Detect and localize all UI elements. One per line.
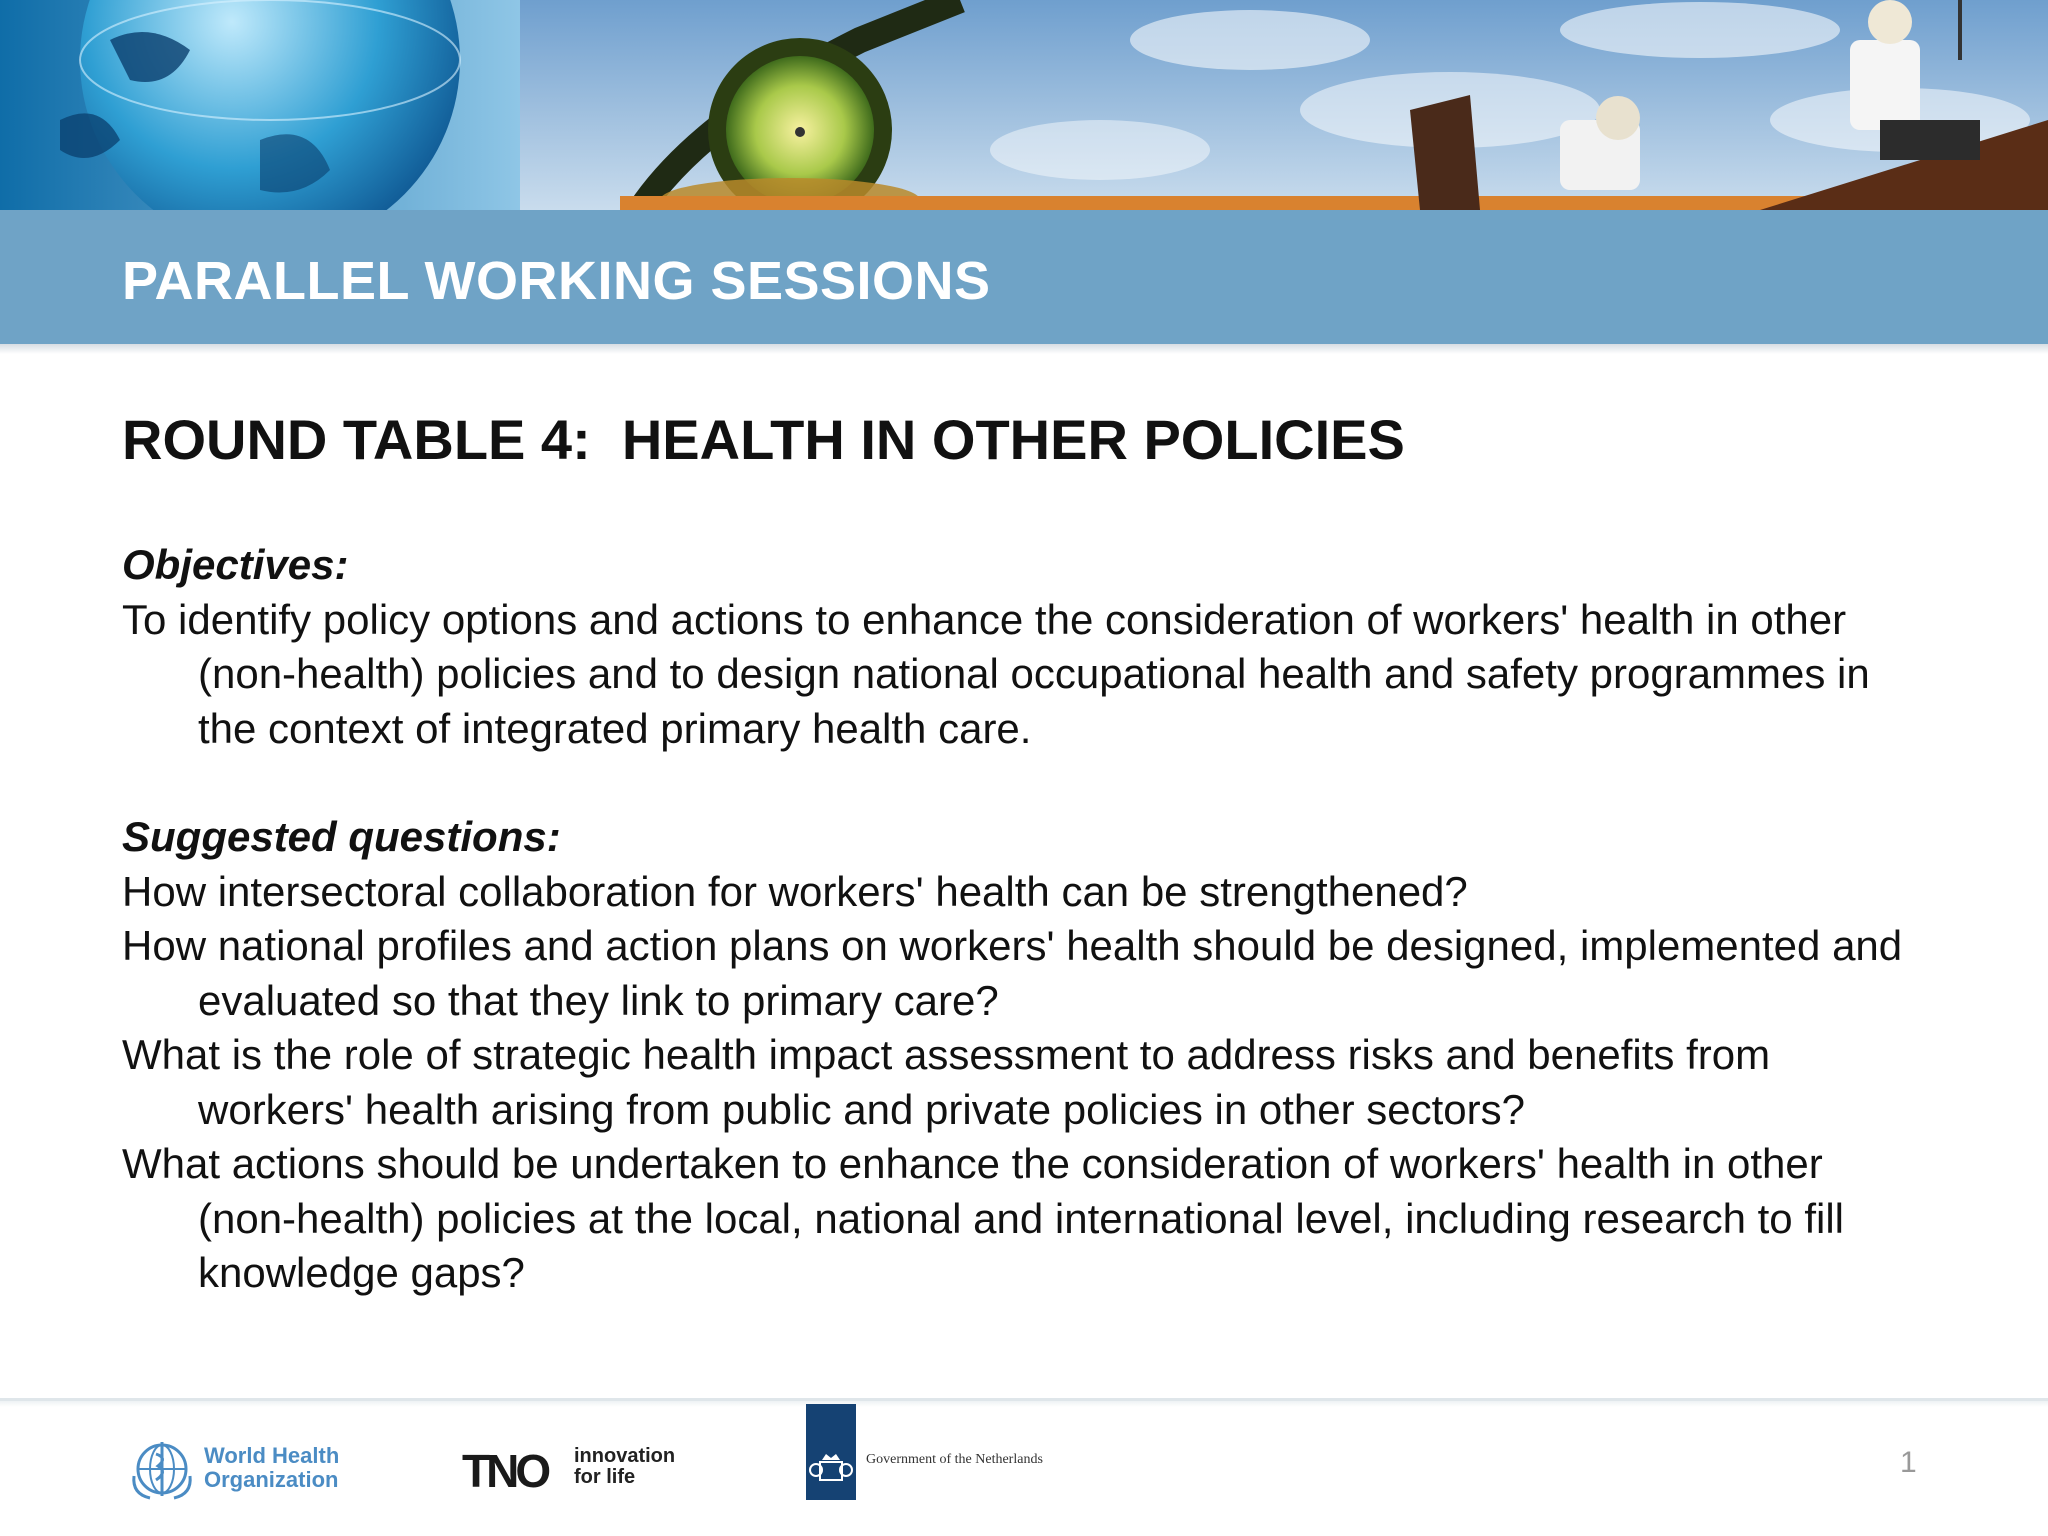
slide-content — [122, 400, 1922, 1301]
round-table-heading: ROUND TABLE 4: HEALTH IN OTHER POLICIES — [122, 408, 1405, 471]
who-emblem-icon — [128, 1436, 196, 1502]
questions-label: Suggested questions: — [122, 813, 561, 860]
tno-tagline — [574, 1446, 675, 1488]
netherlands-government-logo — [806, 1404, 1106, 1504]
title-bar — [0, 210, 2048, 344]
question-item: How national profiles and action plans on workers' health should be designed, implemented and evaluated so that they link to primary care? — [122, 922, 1903, 1024]
who-logo — [128, 1436, 358, 1506]
tno-logo — [462, 1440, 692, 1500]
tno-tagline-line1: innovation — [574, 1445, 676, 1467]
dutch-coat-of-arms-icon — [806, 1404, 856, 1500]
question-item: How intersectoral collaboration for workers' health can be strengthened? — [122, 867, 1468, 915]
tno-tagline-line2: for life — [574, 1466, 636, 1488]
gov-ribbon — [806, 1404, 856, 1500]
spacer — [122, 480, 1922, 538]
banner-collage — [0, 0, 2048, 210]
question-item: What actions should be undertaken to enhance the consideration of workers' health in other (non-health) policies at the local, national and international level, including research to fill knowledge gaps? — [122, 1140, 1844, 1296]
question-item: What is the role of strategic health impact assessment to address risks and benefits from workers' health arising from public and private policies in other sectors? — [122, 1031, 1771, 1133]
gov-logo-text: Government of the Netherlands — [866, 1452, 1043, 1467]
session-title: PARALLEL WORKING SESSIONS — [122, 251, 991, 311]
who-logo-line2: Organization — [204, 1467, 339, 1492]
spacer — [122, 756, 1922, 810]
title-bar-shadow — [0, 344, 2048, 354]
who-logo-line1: World Health — [204, 1443, 340, 1468]
objectives-text: To identify policy options and actions to enhance the consideration of workers' health in other (non-health) policies and to design national occupational health and safety programmes in the context of integrated primary health care. — [122, 595, 1870, 752]
header-banner — [0, 0, 2048, 210]
objectives-label: Objectives: — [122, 541, 349, 588]
page-number: 1 — [1900, 1446, 1917, 1479]
who-logo-text — [204, 1444, 339, 1492]
tno-mark: TNO — [462, 1445, 548, 1497]
